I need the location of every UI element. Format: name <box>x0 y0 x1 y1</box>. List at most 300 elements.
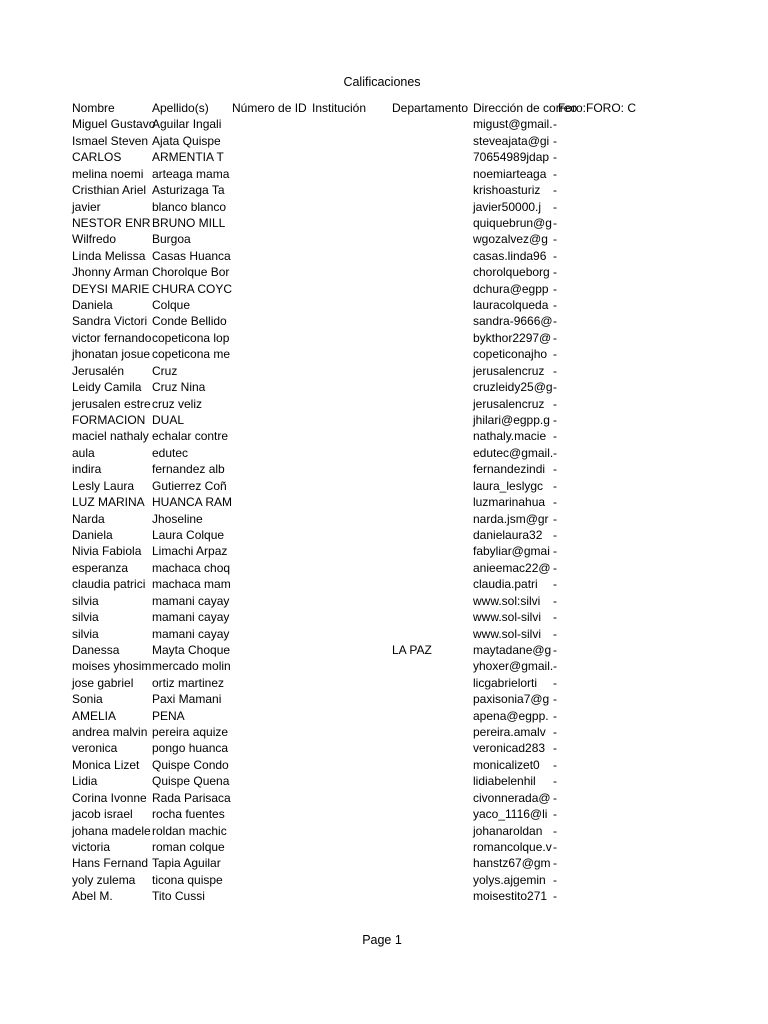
cell-departamento: LA PAZ <box>392 642 432 657</box>
cell-email: casas.linda96 <box>473 248 547 263</box>
cell-foro: - <box>553 807 557 822</box>
cell-nombre: AMELIA <box>72 708 117 723</box>
cell-departamento <box>392 839 472 855</box>
table-row <box>72 543 634 559</box>
table-row <box>72 773 634 789</box>
cell-email: sandra-9666@ <box>473 314 553 329</box>
cell-nombre: Jerusalén <box>72 363 125 378</box>
table-row <box>72 511 634 527</box>
cell-departamento <box>392 658 472 674</box>
cell-departamento <box>392 379 472 395</box>
cell-email: pereira.amalv <box>473 725 546 740</box>
table-row <box>72 708 634 724</box>
cell-foro: - <box>553 314 557 329</box>
table-row <box>72 823 634 839</box>
cell-email: hanstz67@gm <box>473 856 551 871</box>
cell-email: noemiarteaga <box>473 166 547 181</box>
cell-email: lauracolqueda <box>473 298 549 313</box>
table-row <box>72 609 634 625</box>
cell-nombre: LUZ MARINA <box>72 495 145 510</box>
cell-foro: - <box>553 478 557 493</box>
cell-foro: - <box>553 757 557 772</box>
cell-foro: - <box>553 511 557 526</box>
cell-foro: - <box>553 117 557 132</box>
table-row <box>72 133 634 149</box>
cell-foro: - <box>553 626 557 641</box>
cell-nombre: jhonatan josue <box>72 347 151 362</box>
cell-departamento <box>392 297 472 313</box>
cell-email: licgabrielorti <box>473 675 538 690</box>
cell-nombre: victor fernando <box>72 330 152 345</box>
cell-nombre: Narda <box>72 511 105 526</box>
cell-email: romancolque.v <box>473 839 552 854</box>
cell-apellido: Paxi Mamani <box>152 692 222 707</box>
table-row <box>72 478 634 494</box>
cell-email: monicalizet0 <box>473 757 540 772</box>
cell-apellido: roldan machic <box>152 823 227 838</box>
cell-nombre: Hans Fernand <box>72 856 149 871</box>
header-id: Número de ID <box>232 101 307 115</box>
table-row <box>72 494 634 510</box>
cell-foro: - <box>553 889 557 904</box>
cell-email: chorolqueborg <box>473 265 550 280</box>
cell-departamento <box>392 576 472 592</box>
cell-foro: - <box>553 741 557 756</box>
cell-apellido: Tapia Aguilar <box>152 856 221 871</box>
table-row <box>72 264 634 280</box>
cell-email: jerusalencruz <box>473 363 545 378</box>
cell-foro: - <box>553 872 557 887</box>
cell-foro: - <box>553 790 557 805</box>
cell-email: copeticonajho <box>473 347 548 362</box>
cell-apellido: Mayta Choque <box>152 642 231 657</box>
table-row <box>72 740 634 756</box>
cell-apellido: pereira aquize <box>152 725 229 740</box>
cell-departamento <box>392 543 472 559</box>
cell-apellido: Rada Parisaca <box>152 790 231 805</box>
cell-nombre: DEYSI MARIE <box>72 281 150 296</box>
cell-departamento <box>392 231 472 247</box>
cell-email: www.sol-silvi <box>473 610 542 625</box>
cell-foro: - <box>553 281 557 296</box>
cell-departamento <box>392 790 472 806</box>
cell-foro: - <box>553 347 557 362</box>
cell-apellido: copeticona me <box>152 347 231 362</box>
cell-nombre: jerusalen estre <box>72 396 151 411</box>
cell-foro: - <box>553 495 557 510</box>
header-email: Dirección de correo <box>473 101 578 115</box>
cell-nombre: victoria <box>72 839 111 854</box>
cell-email: quiquebrun@g <box>473 215 552 230</box>
cell-foro: - <box>553 856 557 871</box>
cell-departamento <box>392 248 472 264</box>
cell-nombre: Jhonny Arman <box>72 265 149 280</box>
cell-apellido: Chorolque Bor <box>152 265 230 280</box>
cell-departamento <box>392 872 472 888</box>
header-nombre: Nombre <box>72 101 115 115</box>
cell-apellido: arteaga mama <box>152 166 230 181</box>
table-row <box>72 855 634 871</box>
cell-apellido: blanco blanco <box>152 199 227 214</box>
cell-nombre: Sonia <box>72 692 103 707</box>
cell-foro: - <box>553 166 557 181</box>
cell-email: dchura@egpp <box>473 281 549 296</box>
cell-nombre: Daniela <box>72 298 113 313</box>
table-row <box>72 691 634 707</box>
table-row <box>72 199 634 215</box>
table-row <box>72 116 634 132</box>
cell-departamento <box>392 199 472 215</box>
cell-apellido: DUAL <box>152 413 185 428</box>
cell-departamento <box>392 363 472 379</box>
cell-departamento <box>392 166 472 182</box>
table-row <box>72 724 634 740</box>
cell-email: jerusalencruz <box>473 396 545 411</box>
cell-email: edutec@gmail. <box>473 445 554 460</box>
cell-email: lidiabelenhil <box>473 774 536 789</box>
cell-apellido: cruz veliz <box>152 396 203 411</box>
cell-departamento <box>392 806 472 822</box>
cell-apellido: mercado molin <box>152 659 231 674</box>
cell-nombre: Monica Lizet <box>72 757 140 772</box>
cell-nombre: Leidy Camila <box>72 380 142 395</box>
cell-apellido: Casas Huanca <box>152 248 231 263</box>
cell-apellido: CHURA COYC <box>152 281 233 296</box>
cell-email: moisestito271 <box>473 889 548 904</box>
table-row <box>72 281 634 297</box>
cell-foro: - <box>553 215 557 230</box>
cell-nombre: Danessa <box>72 642 120 657</box>
cell-departamento <box>392 445 472 461</box>
cell-apellido: Ajata Quispe <box>152 133 221 148</box>
table-row <box>72 379 634 395</box>
cell-apellido: roman colque <box>152 839 225 854</box>
cell-departamento <box>392 412 472 428</box>
cell-email: civonnerada@ <box>473 790 551 805</box>
cell-departamento <box>392 346 472 362</box>
table-row <box>72 626 634 642</box>
cell-email: yhoxer@gmail. <box>473 659 554 674</box>
table-row <box>72 412 634 428</box>
cell-apellido: copeticona lop <box>152 330 230 345</box>
cell-departamento <box>392 626 472 642</box>
table-row <box>72 757 634 773</box>
cell-apellido: mamani cayay <box>152 593 230 608</box>
cell-foro: - <box>553 363 557 378</box>
cell-email: migust@gmail. <box>473 117 553 132</box>
cell-nombre: Corina Ivonne <box>72 790 147 805</box>
table-row <box>72 560 634 576</box>
table-row <box>72 346 634 362</box>
cell-nombre: Nivia Fabiola <box>72 544 142 559</box>
cell-apellido: Cruz <box>152 363 178 378</box>
cell-apellido: Colque <box>152 298 191 313</box>
cell-departamento <box>392 593 472 609</box>
cell-departamento <box>392 511 472 527</box>
cell-email: steveajata@gi <box>473 133 550 148</box>
cell-departamento <box>392 708 472 724</box>
table-row <box>72 576 634 592</box>
table-header-row <box>72 100 637 116</box>
cell-nombre: Lesly Laura <box>72 478 135 493</box>
cell-email: yaco_1116@li <box>473 807 548 822</box>
document-title: Calificaciones <box>343 75 421 89</box>
cell-nombre: esperanza <box>72 560 129 575</box>
grades-table <box>72 100 637 905</box>
cell-departamento <box>392 823 472 839</box>
cell-foro: - <box>553 839 557 854</box>
cell-apellido: ortiz martinez <box>152 675 225 690</box>
cell-departamento <box>392 773 472 789</box>
table-row <box>72 461 634 477</box>
cell-email: laura_leslygc <box>473 478 544 493</box>
cell-foro: - <box>553 380 557 395</box>
cell-departamento <box>392 494 472 510</box>
cell-apellido: Aguilar Ingali <box>152 117 222 132</box>
cell-apellido: mamani cayay <box>152 610 230 625</box>
cell-email: danielaura32 <box>473 527 543 542</box>
cell-email: maytadane@g <box>473 642 552 657</box>
cell-email: apena@egpp. <box>473 708 549 723</box>
table-row <box>72 445 634 461</box>
cell-email: cruzleidy25@g <box>473 380 553 395</box>
cell-departamento <box>392 740 472 756</box>
cell-apellido: rocha fuentes <box>152 807 225 822</box>
cell-email: narda.jsm@gr <box>473 511 549 526</box>
cell-nombre: NESTOR ENR <box>72 215 151 230</box>
header-institucion: Institución <box>312 101 367 115</box>
cell-email: www.sol:silvi <box>473 593 541 608</box>
cell-email: jhilari@egpp.g <box>473 413 550 428</box>
table-row <box>72 806 634 822</box>
cell-nombre: moises yhosim <box>72 659 152 674</box>
cell-nombre: jacob israel <box>72 807 133 822</box>
cell-foro: - <box>553 150 557 165</box>
cell-foro: - <box>553 413 557 428</box>
cell-foro: - <box>553 725 557 740</box>
cell-departamento <box>392 396 472 412</box>
cell-departamento <box>392 116 472 132</box>
cell-email: fabyliar@gmai <box>473 544 550 559</box>
cell-nombre: Cristhian Ariel <box>72 183 147 198</box>
cell-departamento <box>392 330 472 346</box>
cell-email: claudia.patri <box>473 577 538 592</box>
cell-apellido: Gutierrez Coñ <box>152 478 227 493</box>
table-row <box>72 363 634 379</box>
cell-apellido: machaca choq <box>152 560 231 575</box>
cell-foro: - <box>553 330 557 345</box>
cell-foro: - <box>553 560 557 575</box>
table-row <box>72 248 634 264</box>
table-row <box>72 790 634 806</box>
cell-foro: - <box>553 298 557 313</box>
cell-foro: - <box>553 642 557 657</box>
cell-departamento <box>392 855 472 871</box>
table-row <box>72 182 634 198</box>
cell-nombre: javier <box>72 199 101 214</box>
cell-foro: - <box>553 462 557 477</box>
cell-email: wgozalvez@g <box>473 232 548 247</box>
cell-nombre: jose gabriel <box>72 675 134 690</box>
cell-nombre: CARLOS <box>72 150 122 165</box>
cell-nombre: claudia patrici <box>72 577 146 592</box>
cell-foro: - <box>553 823 557 838</box>
cell-departamento <box>392 757 472 773</box>
cell-apellido: ticona quispe <box>152 872 223 887</box>
table-row <box>72 527 634 543</box>
cell-foro: - <box>553 610 557 625</box>
cell-email: paxisonia7@g <box>473 692 550 707</box>
cell-apellido: Jhoseline <box>152 511 203 526</box>
cell-foro: - <box>553 199 557 214</box>
cell-departamento <box>392 478 472 494</box>
cell-nombre: silvia <box>72 626 99 641</box>
cell-nombre: Lidia <box>72 774 98 789</box>
table-row <box>72 658 634 674</box>
table-row <box>72 149 634 165</box>
cell-email: krishoasturiz <box>473 183 541 198</box>
cell-email: www.sol-silvi <box>473 626 542 641</box>
cell-apellido: Asturizaga Ta <box>152 183 225 198</box>
table-row <box>72 231 634 247</box>
table-row <box>72 166 634 182</box>
cell-apellido: Conde Bellido <box>152 314 227 329</box>
table-row <box>72 330 634 346</box>
cell-foro: - <box>553 774 557 789</box>
cell-departamento <box>392 691 472 707</box>
header-departamento: Departamento <box>392 101 469 115</box>
cell-foro: - <box>553 527 557 542</box>
cell-apellido: Cruz Nina <box>152 380 206 395</box>
cell-apellido: PENA <box>152 708 185 723</box>
cell-departamento <box>392 215 472 231</box>
header-apellido: Apellido(s) <box>152 101 209 115</box>
cell-email: yolys.ajgemin <box>473 872 546 887</box>
table-row <box>72 428 634 444</box>
cell-foro: - <box>553 593 557 608</box>
cell-departamento <box>392 149 472 165</box>
cell-departamento <box>392 675 472 691</box>
cell-foro: - <box>553 429 557 444</box>
cell-email: luzmarinahua <box>473 495 546 510</box>
cell-departamento <box>392 428 472 444</box>
cell-departamento <box>392 724 472 740</box>
cell-departamento <box>392 888 472 904</box>
cell-apellido: echalar contre <box>152 429 229 444</box>
cell-apellido: Laura Colque <box>152 527 225 542</box>
cell-foro: - <box>553 183 557 198</box>
cell-nombre: Abel M. <box>72 889 113 904</box>
cell-apellido: mamani cayay <box>152 626 230 641</box>
cell-foro: - <box>553 675 557 690</box>
table-row <box>72 215 634 231</box>
cell-foro: - <box>553 577 557 592</box>
cell-departamento <box>392 461 472 477</box>
cell-departamento <box>392 133 472 149</box>
cell-foro: - <box>553 659 557 674</box>
cell-departamento <box>392 281 472 297</box>
cell-foro: - <box>553 248 557 263</box>
cell-nombre: veronica <box>72 741 118 756</box>
cell-apellido: BRUNO MILL <box>152 215 226 230</box>
cell-departamento <box>392 313 472 329</box>
table-body <box>72 116 634 904</box>
cell-nombre: melina noemi <box>72 166 144 181</box>
cell-nombre: maciel nathaly <box>72 429 149 444</box>
cell-email: bykthor2297@ <box>473 330 552 345</box>
page-number: Page 1 <box>362 933 402 947</box>
cell-nombre: yoly zulema <box>72 872 136 887</box>
cell-nombre: Ismael Steven <box>72 133 149 148</box>
cell-apellido: Quispe Quena <box>152 774 230 789</box>
table-row <box>72 888 634 904</box>
cell-nombre: indira <box>72 462 102 477</box>
cell-apellido: Tito Cussi <box>152 889 205 904</box>
cell-foro: - <box>553 544 557 559</box>
cell-apellido: machaca mam <box>152 577 231 592</box>
cell-departamento <box>392 264 472 280</box>
cell-email: johanaroldan <box>473 823 543 838</box>
cell-email: anieemac22@ <box>473 560 551 575</box>
table-row <box>72 396 634 412</box>
cell-email: nathaly.macie <box>473 429 547 444</box>
cell-nombre: johana madele <box>72 823 151 838</box>
cell-foro: - <box>553 396 557 411</box>
cell-nombre: Sandra Victori <box>72 314 148 329</box>
cell-email: javier50000.j <box>473 199 542 214</box>
cell-apellido: fernandez alb <box>152 462 225 477</box>
table-row <box>72 675 634 691</box>
cell-apellido: Burgoa <box>152 232 191 247</box>
cell-foro: - <box>553 692 557 707</box>
table-row <box>72 839 634 855</box>
cell-departamento <box>392 609 472 625</box>
cell-foro: - <box>553 445 557 460</box>
cell-nombre: Wilfredo <box>72 232 117 247</box>
table-row <box>72 872 634 888</box>
cell-nombre: silvia <box>72 593 99 608</box>
cell-foro: - <box>553 265 557 280</box>
cell-nombre: Daniela <box>72 527 113 542</box>
table-row <box>72 313 634 329</box>
cell-nombre: silvia <box>72 610 99 625</box>
table-row <box>72 593 634 609</box>
cell-apellido: Limachi Arpaz <box>152 544 228 559</box>
cell-apellido: HUANCA RAM <box>152 495 233 510</box>
cell-foro: - <box>553 708 557 723</box>
cell-email: fernandezindi <box>473 462 546 477</box>
cell-nombre: Miguel Gustavo <box>72 117 156 132</box>
cell-departamento <box>392 182 472 198</box>
cell-apellido: pongo huanca <box>152 741 229 756</box>
cell-email: 70654989jdap <box>473 150 550 165</box>
cell-nombre: Linda Melissa <box>72 248 146 263</box>
cell-nombre: aula <box>72 445 95 460</box>
cell-departamento <box>392 527 472 543</box>
table-row <box>72 297 634 313</box>
cell-email: veronicad283 <box>473 741 546 756</box>
cell-nombre: andrea malvin <box>72 725 148 740</box>
cell-departamento <box>392 560 472 576</box>
header-foro: Foro:FORO: C <box>558 101 637 115</box>
table-row <box>72 642 634 658</box>
cell-foro: - <box>553 232 557 247</box>
cell-apellido: ARMENTIA T <box>152 150 224 165</box>
cell-apellido: edutec <box>152 445 189 460</box>
cell-nombre: FORMACION <box>72 413 146 428</box>
cell-foro: - <box>553 133 557 148</box>
cell-apellido: Quispe Condo <box>152 757 229 772</box>
